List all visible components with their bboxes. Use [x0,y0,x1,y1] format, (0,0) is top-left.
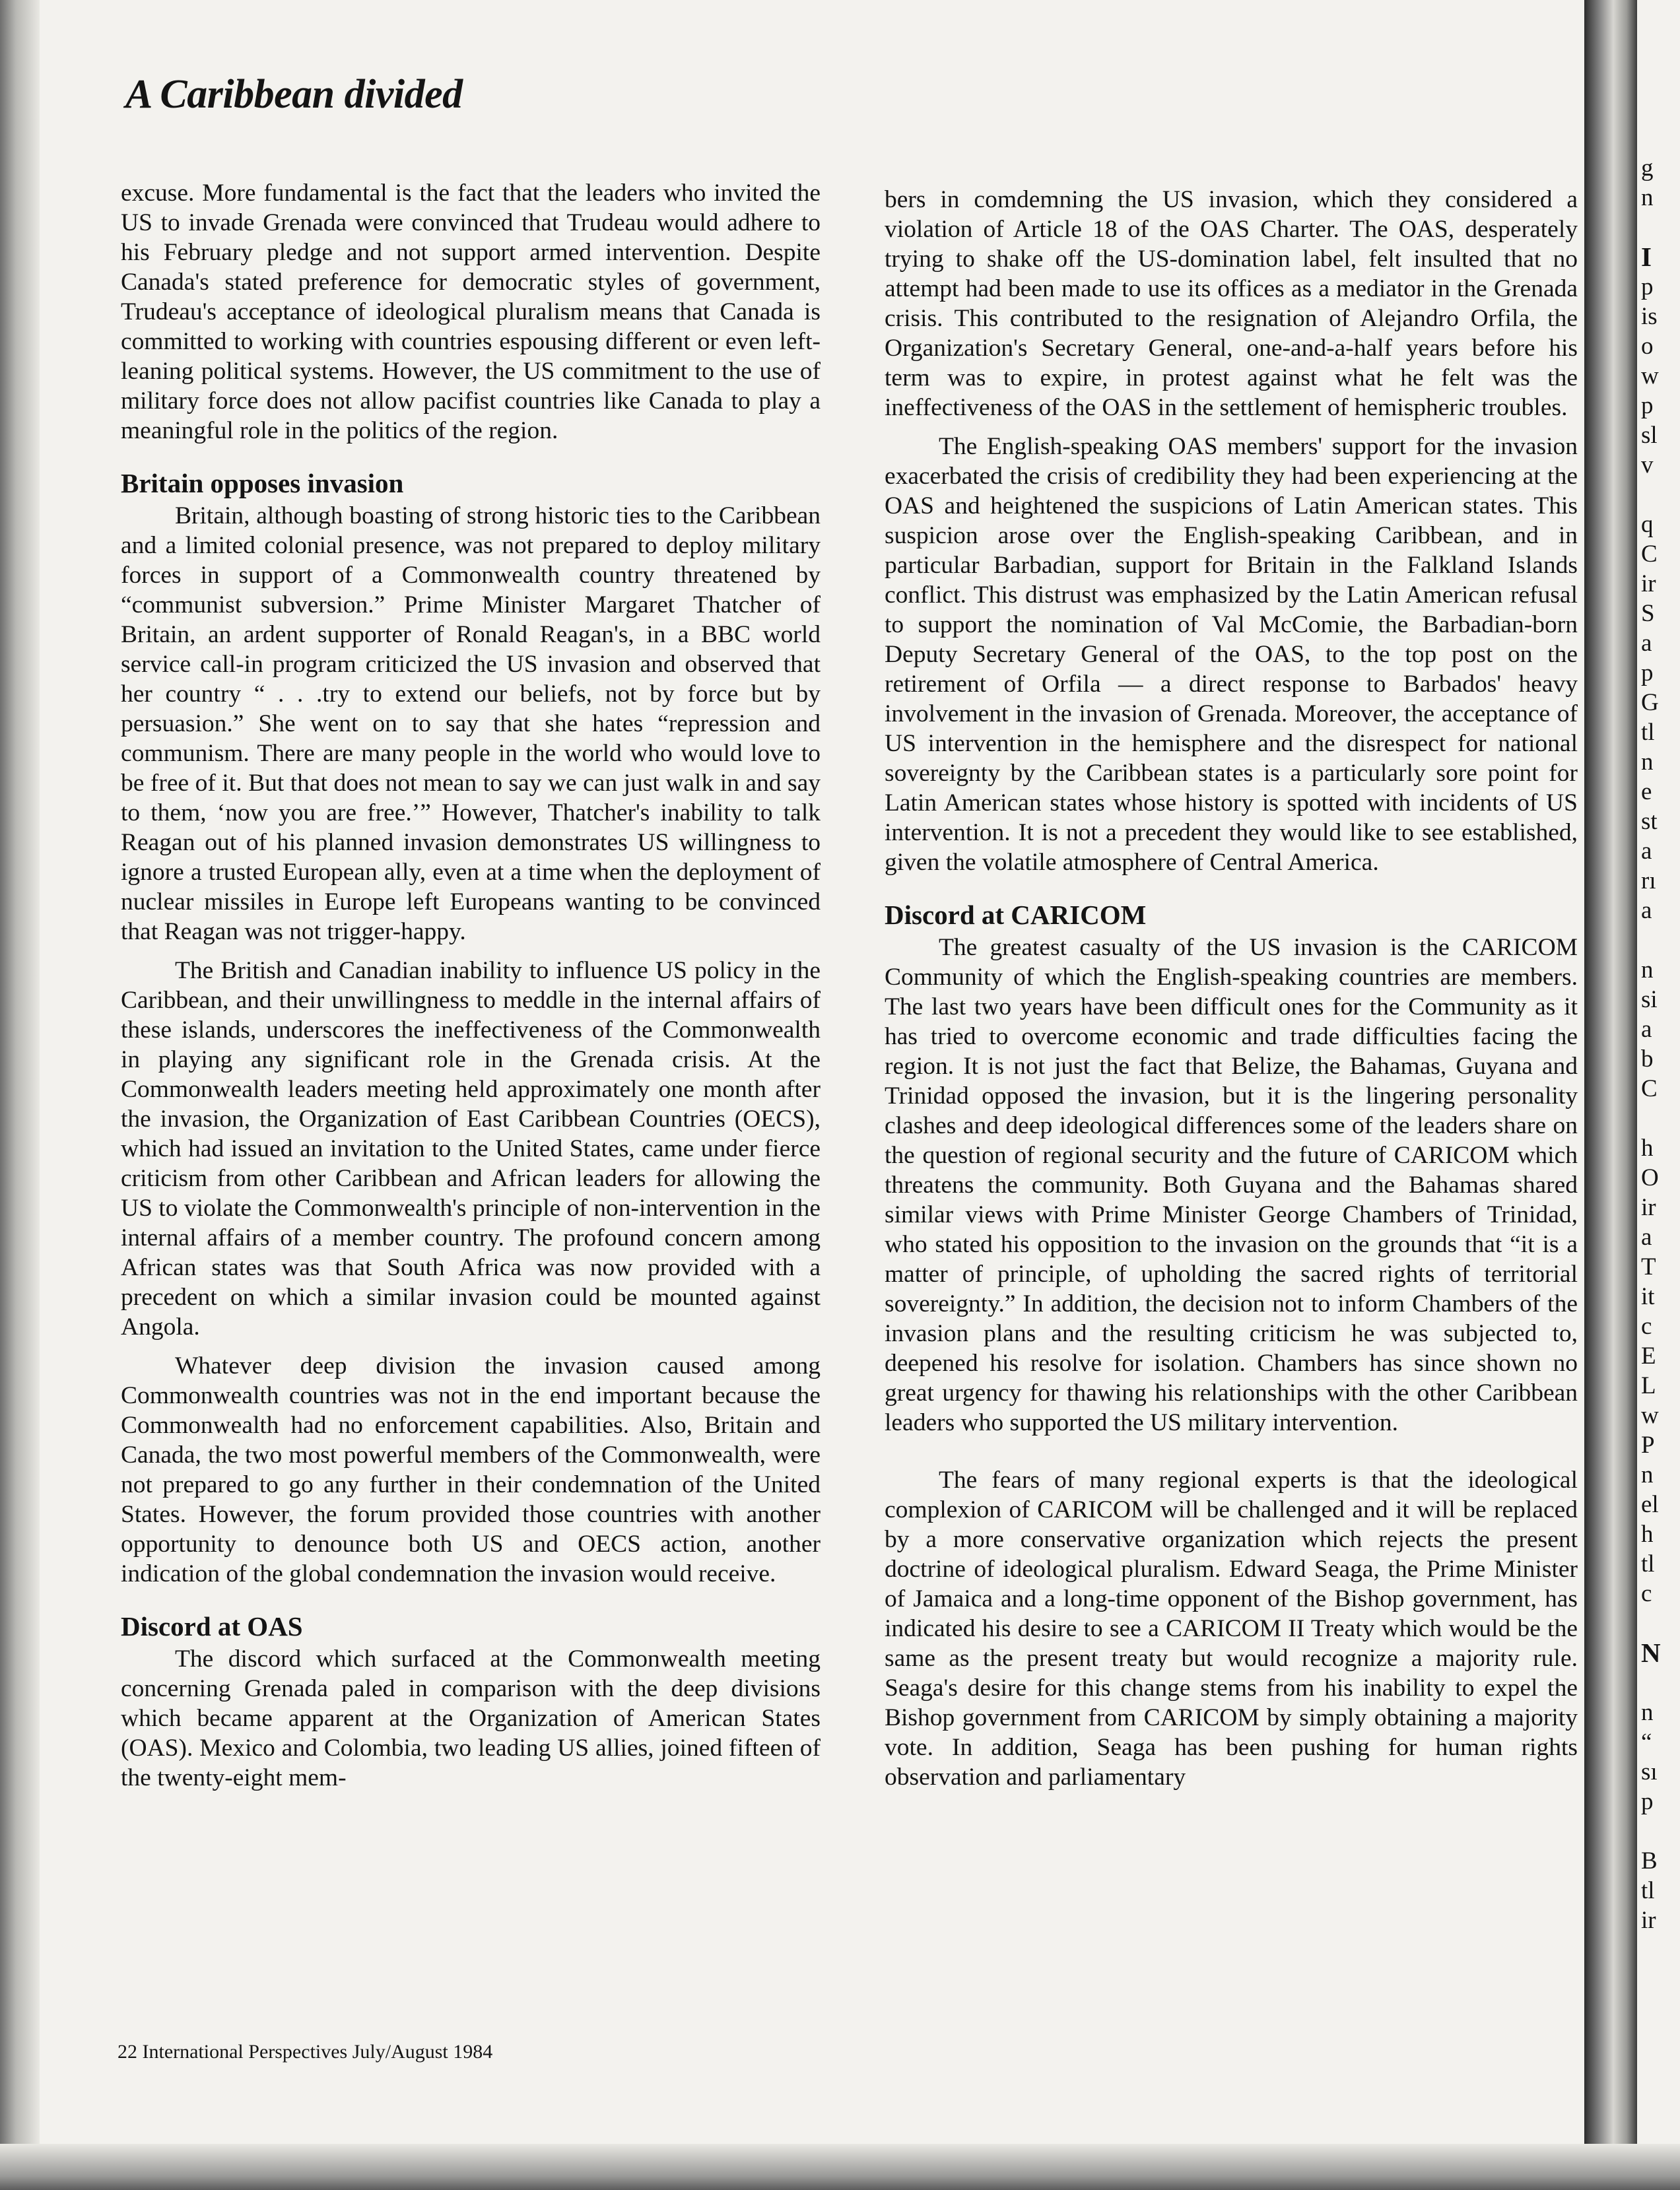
fragment-gap [1641,213,1680,242]
next-page-fragment: tl [1641,719,1655,746]
next-page-fragment: p [1641,273,1654,300]
paragraph: The fears of many regional experts is that the ideological complexion of CARICOM will be challenged and it will be replaced by a more conservative organization which rejects the present doctrine of ideological pluralism. Edward Seaga, the Prime Minister of Jamaica and a long-time opponent of the Bishop government, has indicated his desire to see a CARICOM II Treaty which would be the same as the present treaty but would recognize a majority rule. Seaga's desire for this change stems from his inability to expel the Bishop government from CARICOM by simply obtaining a majority vote. In addition, Seaga has been pushing for human rights observation and parliamentary [885,1467,1578,1791]
paragraph: bers in comdemning the US invasion, which they considered a violation of Article 18 of the OAS Charter. The OAS, desperately trying to shake off the US-domination label, felt insulted that no attempt had been made to use its offices as a mediator in the Grenada crisis. This contributed to the resignation of Alejandro Orfila, the Organization's Secretary General, one-and-a-half years before his term was to expire, in protest against what he felt was the ineffectiveness of the OAS in the settlement of hemispheric troubles. [885,186,1578,421]
next-page-fragment: g [1641,154,1654,182]
next-page-fragment: ir [1641,1907,1656,1934]
page-header: A Caribbean divided [125,72,463,117]
page-footer: 22 International Perspectives July/August 1984 [118,2041,493,2063]
next-page-fragment: ir [1641,1194,1656,1221]
section-heading-caricom: Discord at CARICOM [885,900,1147,930]
next-page-fragment: C [1641,1075,1658,1102]
page-edge-shadow [0,0,40,2190]
next-page-fragment: el [1641,1491,1659,1518]
next-page-fragment: c [1641,1313,1652,1340]
next-page-fragment: p [1641,1788,1654,1815]
next-page-fragment: o [1641,333,1654,360]
next-page-fragment: c [1641,1580,1652,1607]
next-page-fragment: q [1641,511,1654,538]
next-page-fragment: I [1641,242,1652,272]
paragraph: Whatever deep division the invasion caused among Commonwealth countries was not in the end important because the Commonwealth had no enforcement capabilities. Also, Britain and Canada, the two most powerful members of the Commonwealth, were not prepared to go any further in their condemnation of the United States. However, the forum provided those countries with another opportunity to denounce both US and OECS action, another indication of the global condemnation the invasion would receive. [121,1352,821,1587]
next-page-fragment: st [1641,808,1658,835]
next-page-fragment: N [1641,1638,1661,1668]
next-page-fragment: n [1641,184,1654,211]
next-page-fragment: b [1641,1045,1654,1073]
next-page-fragment: p [1641,392,1654,419]
paragraph: The English-speaking OAS members' support for the invasion exacerbated the crisis of credibility they had been experiencing at the OAS and heightened the suspicions of Latin American states. This suspicion arose over the English-speaking Caribbean, and in particular Barbadian, support for Britain in the Falkland Islands conflict. This distrust was emphasized by the Latin American refusal to support the nomination of Val McComie, the Barbadian-born Deputy Secretary General of the OAS, to the top post on the retirement of Orfila — a direct response to Barbados' heavy involvement in the invasion of Grenada. Moreover, the acceptance of US intervention in the hemisphere and the disrespect for national sovereignty by the Caribbean states is a particularly sore point for Latin American states whose history is spotted with incidents of US intervention. It is not a precedent they would like to see established, given the volatile atmosphere of Central America. [885,433,1578,876]
fragment-gap [1641,925,1680,955]
next-page-fragment: a [1641,1016,1652,1043]
book-gutter [1584,0,1637,2190]
next-page-fragment: O [1641,1164,1659,1191]
fragment-gap [1641,1104,1680,1133]
next-page-fragment: C [1641,541,1658,568]
next-page-fragment: n [1641,1461,1654,1488]
next-page-fragment: L [1641,1372,1656,1399]
next-page-fragment: h [1641,1135,1654,1162]
paragraph: Britain, although boasting of strong historic ties to the Caribbean and a limited colonial presence, was not prepared to deploy military forces in support of a Commonwealth country threatened by “communist subversion.” Prime Minister Margaret Thatcher of Britain, an ardent supporter of Ronald Reagan's, in a BBC world service call-in program criticized the US invasion and observed that her country “ . . .try to extend our beliefs, not by force but by persuasion.” She went on to say that she hates “repression and communism. There are many people in the world who would love to be free of it. But that does not mean to say we can just walk in and say to them, ‘now you are free.’” However, Thatcher's inability to talk Reagan out of his planned invasion demonstrates US willingness to ignore a trusted European ally, even at a time when the deployment of nuclear missiles in Europe left Europeans wanting to be convinced that Reagan was not trigger-happy. [121,502,821,945]
next-page-fragment: B [1641,1847,1658,1875]
next-page-fragment: h [1641,1521,1654,1548]
next-page-fragment: w [1641,362,1659,389]
next-page-fragment: e [1641,778,1652,805]
next-page-fragment: n [1641,956,1654,983]
next-page-text-fragments [1641,153,1680,1935]
section-heading-oas: Discord at OAS [121,1611,303,1642]
next-page-fragment: sl [1641,422,1658,449]
next-page-fragment: sı [1641,1758,1658,1785]
left-column [121,178,821,1802]
paragraph: excuse. More fundamental is the fact that the leaders who invited the US to invade Grenada were convinced that Trudeau would adhere to his February pledge and not support armed intervention. Despite Canada's stated preference for democratic styles of government, Trudeau's acceptance of ideological pluralism means that Canada is committed to working with countries espousing different or even left-leaning political systems. However, the US commitment to the use of military force does not allow pacifist countries like Canada to play a meaningful role in the politics of the region. [121,180,821,444]
next-page-fragment: n [1641,748,1654,776]
next-page-fragment: rı [1641,867,1656,894]
next-page-fragment: n [1641,1699,1654,1726]
next-page-fragment: tl [1641,1550,1655,1577]
next-page-fragment: it [1641,1283,1655,1310]
next-page-fragment: a [1641,630,1652,657]
next-page-fragment: a [1641,897,1652,924]
bottom-edge-shadow [0,2144,1680,2190]
section-heading-britain: Britain opposes invasion [121,468,404,498]
next-page-fragment: si [1641,986,1658,1013]
next-page-fragment: S [1641,600,1655,627]
next-page-fragment: a [1641,838,1652,865]
next-page-fragment: tl [1641,1877,1655,1904]
next-page-fragment: a [1641,1224,1652,1251]
fragment-gap [1641,1609,1680,1638]
paragraph: The British and Canadian inability to influence US policy in the Caribbean, and their unwillingness to meddle in the internal affairs of these islands, underscores the ineffectiveness of the Commonwealth in playing any significant role in the Grenada crisis. At the Commonwealth leaders meeting held approximately one month after the invasion, the Organization of East Caribbean Countries (OECS), which had issued an invitation to the United States, came under fierce criticism from other Caribbean and African leaders for allowing the US to violate the Commonwealth's principle of non-intervention in the internal affairs of a member country. The profound concern among African states was that South Africa was now provided with a precedent on which a similar invasion could be mounted against Angola. [121,957,821,1341]
paragraph: The greatest casualty of the US invasion is the CARICOM Community of which the English-speaking countries are members. The last two years have been difficult ones for the Community as it has tried to overcome economic and trade difficulties facing the region. It is not just the fact that Belize, the Bahamas, Guyana and Trinidad opposed the invasion, but it is the lingering personality clashes and deep ideological differences some of the leaders share on the question of regional security and the future of CARICOM which threatens the community. Both Guyana and the Bahamas shared similar views with Prime Minister George Chambers of Trinidad, who stated his opposition to the invasion on the grounds that “it is a matter of principle, of upholding the sacred rights of territorial sovereignty.” In addition, the decision not to inform Chambers of the invasion plans and the resulting criticism he was subjected to, deepened his resolve for isolation. Chambers has since shown no great urgency for thawing his relationships with the other Caribbean leaders who supported the US military intervention. [885,934,1578,1436]
next-page-fragment: ir [1641,570,1656,597]
next-page-fragment: is [1641,303,1658,330]
next-page-fragment: p [1641,659,1654,686]
right-column [885,185,1578,1801]
paragraph: The discord which surfaced at the Commonwealth meeting concerning Grenada paled in comparison with the deep divisions which became apparent at the Organization of American States (OAS). Mexico and Colombia, two leading US allies, joined fifteen of the twenty-eight mem- [121,1645,821,1791]
next-page-fragment: w [1641,1402,1659,1429]
next-page-fragment: P [1641,1432,1655,1459]
next-page-fragment: G [1641,689,1659,716]
fragment-gap [1641,1668,1680,1698]
next-page-fragment: E [1641,1343,1656,1370]
next-page-fragment: v [1641,451,1654,479]
fragment-gap [1641,1816,1680,1846]
next-page-fragment: T [1641,1253,1656,1280]
fragment-gap [1641,480,1680,510]
next-page-fragment: “ [1641,1729,1652,1756]
